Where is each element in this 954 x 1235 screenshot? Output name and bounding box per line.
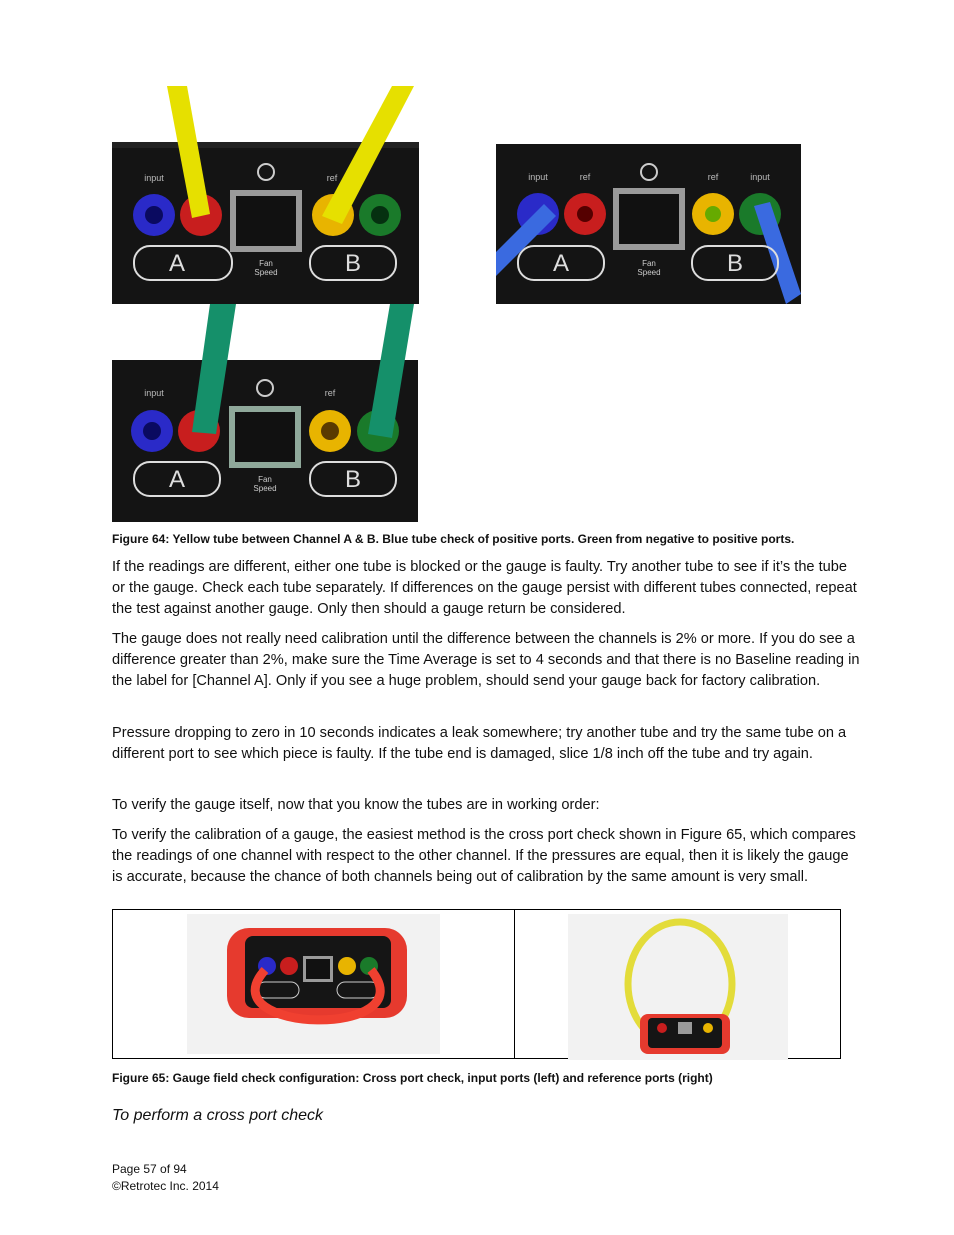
figure65-photo-reference-ports <box>568 914 788 1060</box>
svg-text:B: B <box>726 250 744 277</box>
panel-label-input: input <box>144 173 164 183</box>
svg-text:B: B <box>344 466 362 493</box>
paragraph-5: To verify the calibration of a gauge, the easiest method is the cross port check shown in Figure 65, which compares the readings of one channel with respect to the other channel. If the pressures are equal, then it is likely the gauge is accurate, because the chance of both channels being out of calibration by the same amount is very small. <box>112 827 856 885</box>
figure65-caption: Figure 65: Gauge field check configuration: Cross port check, input ports (left) and reference ports (right) <box>112 1071 713 1085</box>
paragraph-1: If the readings are different, either one tube is blocked or the gauge is faulty. Try another tube to see if it’s the tube or the gauge. Check each tube separately. If differences on the gauge persist with different tubes connected, repeat the test against another gauge. Only then should a gauge return be considered. <box>112 559 857 617</box>
figure65-table <box>112 909 841 1059</box>
svg-text:Fan: Fan <box>259 259 273 268</box>
svg-text:input: input <box>144 388 164 398</box>
svg-text:Fan: Fan <box>642 259 656 268</box>
svg-text:input: input <box>528 172 548 182</box>
svg-text:A: A <box>552 250 570 277</box>
svg-text:ref: ref <box>707 172 719 182</box>
svg-text:Speed: Speed <box>253 484 277 493</box>
svg-text:Speed: Speed <box>637 268 661 277</box>
svg-text:Fan: Fan <box>258 475 272 484</box>
svg-text:ref: ref <box>579 172 591 182</box>
figure64-caption: Figure 64: Yellow tube between Channel A & B. Blue tube check of positive ports. Green from negative to positive ports. <box>112 532 795 546</box>
paragraph-4: To verify the gauge itself, now that you know the tubes are in working order: <box>112 797 600 813</box>
figure64-photo-green-tube <box>112 304 418 522</box>
svg-text:ref: ref <box>324 388 336 398</box>
section-heading: To perform a cross port check <box>112 1107 324 1124</box>
svg-text:input: input <box>750 172 770 182</box>
svg-text:A: A <box>168 466 186 493</box>
svg-text:Speed: Speed <box>254 268 278 277</box>
paragraph-2: The gauge does not really need calibration until the difference between the channels is 2% or more. If you do see a difference greater than 2%, make sure the Time Average is set to 4 seconds and that there is no Baseline reading in the label for [Channel A]. Only if you see a huge problem, should send your gauge back for factory calibration. <box>112 631 860 689</box>
figure64-photo-yellow-tube <box>112 86 419 304</box>
channel-a-label: A <box>168 250 186 277</box>
panel-label-ref: ref <box>326 173 338 183</box>
channel-b-label: B <box>344 250 362 277</box>
paragraph-3: Pressure dropping to zero in 10 seconds indicates a leak somewhere; try another tube and try the same tube on a different port to see which piece is faulty. If the tube end is damaged, slice 1/8 inch off the tube and try again. <box>112 725 847 762</box>
footer-copyright: ©Retrotec Inc. 2014 <box>112 1179 219 1193</box>
footer-page-number: Page 57 of 94 <box>112 1162 187 1176</box>
figure64-photo-blue-tube <box>496 144 801 304</box>
figure65-photo-input-ports <box>187 914 440 1054</box>
